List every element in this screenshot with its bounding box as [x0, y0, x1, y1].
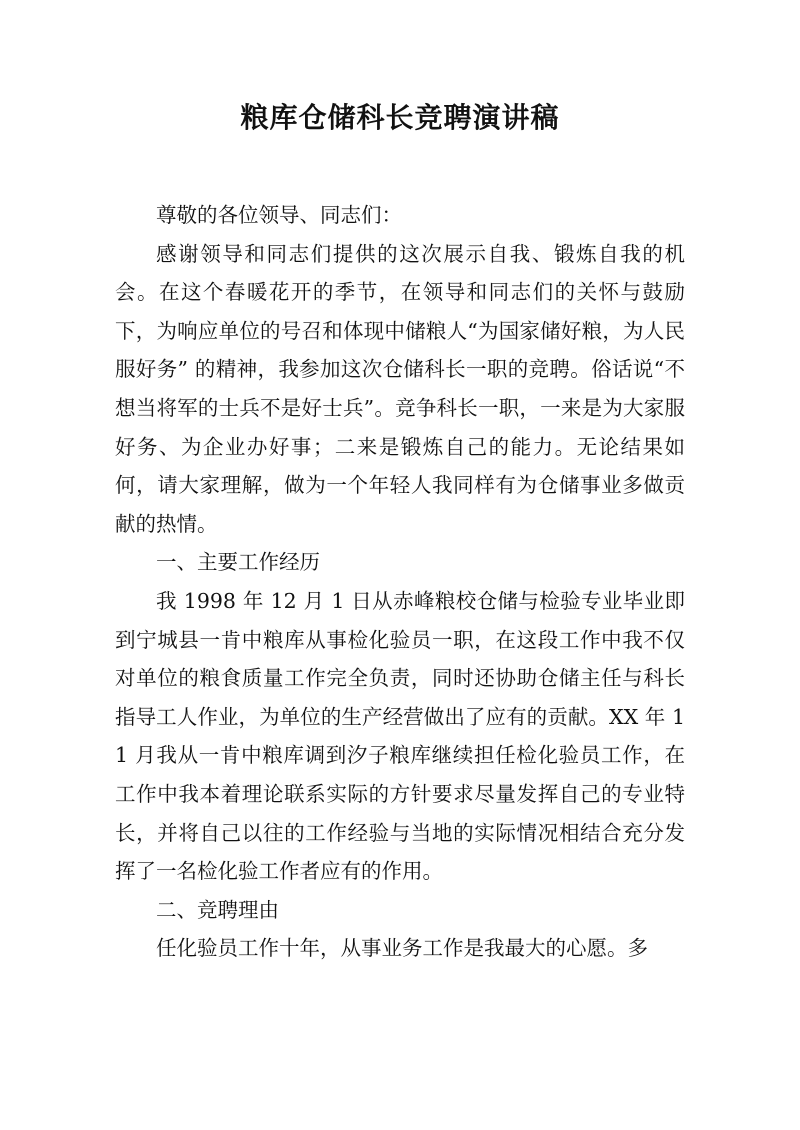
document-body [115, 196, 685, 968]
section-heading-reasons: 二、竞聘理由 [156, 897, 279, 922]
paragraph-intro: 感谢领导和同志们提供的这次展示自我、锻炼自我的机会。在这个春暖花开的季节，在领导和同志们的关怀与鼓励下，为响应单位的号召和体现中储粮人“为国家储好粮，为人民服好务” 的精神，我参加这次仓储科长一职的竞聘。俗话说“不想当将军的士兵不是好士兵”。竞争科长一职，一来是为大家服好务、为企业办好事；二来是锻炼自己的能力。无论结果如何，请大家理解，做为一个年轻人我同样有为仓储事业多做贡献的热情。 [115, 241, 685, 536]
greeting: 尊敬的各位领导、同志们： [156, 203, 402, 227]
paragraph-work-experience: 我 1998 年 12 月 1 日从赤峰粮校仓储与检验专业毕业即到宁城县一肯中粮库从事检化验员一职，在这段工作中我不仅对单位的粮食质量工作完全负责，同时还协助仓储主任与科长指导工人作业，为单位的生产经营做出了应有的贡献。XX 年 11 月我从一肯中粮库调到汐子粮库继续担任检化验员工作，在工作中我本着理论联系实际的方针要求尽量发挥自己的专业特长，并将自己以往的工作经验与当地的实际情况相结合充分发挥了一名检化验工作者应有的作用。 [115, 588, 685, 884]
section-heading-work-experience: 一、主要工作经历 [156, 550, 320, 575]
document-title: 粮库仓储科长竞聘演讲稿 [240, 101, 560, 134]
paragraph-reasons: 任化验员工作十年，从事业务工作是我最大的心愿。多 [156, 936, 648, 961]
